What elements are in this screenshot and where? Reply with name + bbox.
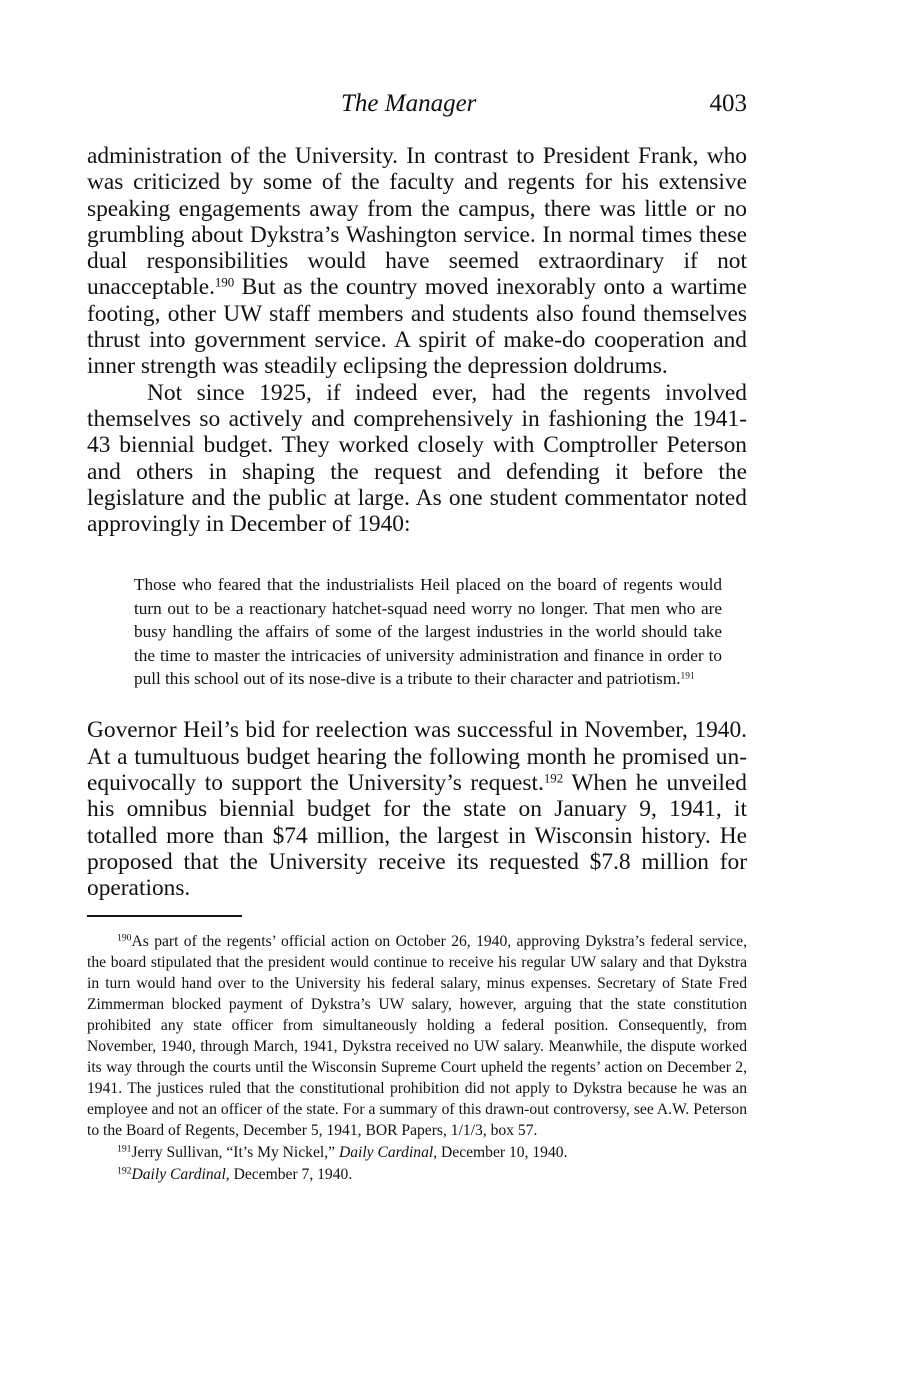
paragraph-1	[87, 143, 747, 380]
paragraph-1-text-a: administration of the University. In contrast to President Frank, who was criticized by some of the faculty and regents for his extensive speaking engagements away from the campus, there was little or no grumbling about Dykstra’s Washington service. In normal times these dual responsibilities would have seemed extraordinary if not unacceptable.	[87, 143, 747, 301]
main-text	[87, 143, 747, 902]
page-number: 403	[709, 90, 747, 117]
running-title: The Manager	[341, 90, 477, 117]
paragraph-3-text-b: When he unveiled his omnibus biennial budget for the state on January 9, 1941, it totalled more than $74 million, the largest in Wisconsin history. He proposed that the University receive its requested $7.8 million for operations.	[87, 770, 748, 902]
footnote-ref-192: 192	[543, 771, 564, 786]
footnote-191-source: Daily Cardinal	[338, 1144, 434, 1161]
block-quote-text: Those who feared that the industrialists Heil placed on the board of regents would turn out to be a reactionary hatchet-squad need worry no longer. That men who are busy handling the affairs of some of the largest industries in the world should take the time to master the intricacies of university administration and finance in order to pull this school out of its nose-dive is a tribute to their character and patriotism.	[134, 575, 722, 689]
footnote-192-source: Daily Cardinal	[131, 1166, 226, 1183]
footnote-190-text: As part of the regents’ official action on October 26, 1940, approving Dykstra’s federal service, the board stipulated that the president would continue to receive his regular UW salary and that Dykstra in turn would hand over to the University his federal salary, minus expenses. Secretary of State Fred Zimmerman blocked payment of Dykstra’s UW salary, however, arguing that the state constitution prohibited any state officer from simultaneously holding a federal position. Consequently, from November, 1940, through March, 1941, Dykstra received no UW salary. Meanwhile, the dispute worked its way through the courts until the Wisconsin Supreme Court upheld the regents’ action on December 2, 1941. The justices ruled that the constitutional prohibition did not apply to Dykstra because he was an employee and not an officer of the state. For a summary of this drawn-out controversy, see A.W. Peterson to the Board of Regents, December 5, 1941, BOR Papers, 1/1/3, box 57.	[87, 933, 747, 1139]
footnote-ref-191: 191	[680, 671, 695, 682]
running-head	[87, 86, 747, 122]
footnote-190	[87, 931, 747, 1141]
block-quote	[134, 573, 722, 690]
footnote-192	[87, 1164, 747, 1185]
footnote-190-mark: 190	[117, 932, 132, 944]
paragraph-1-text-b: But as the country moved inexorably onto a wartime footing, other UW staff members and students also found themselves thrust into government service. A spirit of make-do cooperation and inner strength was steadily eclipsing the depression doldrums.	[87, 274, 747, 380]
paragraph-3-text-a: Governor Heil’s bid for reelection was successful in November, 1940. At a tumultuous budget hearing the following month he promised unequivocally to support the University’s request.	[87, 717, 747, 797]
footnote-191-text: Jerry Sullivan, “It’s My Nickel,”	[131, 1144, 339, 1161]
footnote-192-date: , December 7, 1940.	[225, 1166, 353, 1183]
footnote-191-date: , December 10, 1940.	[433, 1144, 568, 1161]
footnote-rule	[87, 915, 242, 917]
footnote-ref-190: 190	[214, 275, 235, 290]
paragraph-3	[87, 717, 747, 901]
paragraph-2: Not since 1925, if indeed ever, had the regents involved themselves so actively and comprehensively in fashioning the 1941-43 biennial budget. They worked closely with Comptroller Peterson and others in shaping the request and defending it before the legislature and the public at large. As one student commentator noted approvingly in December of 1940:	[87, 379, 747, 538]
footnote-191	[87, 1142, 747, 1163]
footnotes	[87, 915, 747, 1186]
footnote-191-mark: 191	[117, 1143, 132, 1155]
footnote-192-mark: 192	[117, 1165, 132, 1177]
